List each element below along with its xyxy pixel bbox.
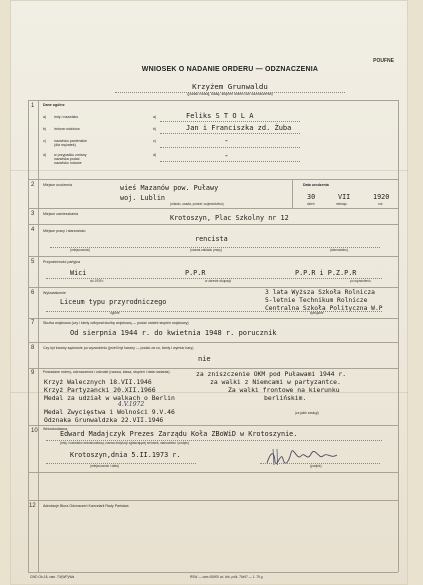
row-letter: a) xyxy=(43,115,47,119)
workplace-value: rencista xyxy=(195,235,228,243)
section-divider xyxy=(28,472,398,473)
birthplace-line2: woj. Lublin xyxy=(120,194,166,202)
decorations-label: Posiadane ordery, odznaczenia i odznaki (nazwa, klasa, stopień i data nadania) xyxy=(43,370,170,374)
party-label: Przynależność partyjna xyxy=(43,260,81,264)
workplace-caption-mid: (nazwa zakładu pracy) xyxy=(190,248,222,252)
full-name-value: Feliks S T O L A xyxy=(186,112,254,120)
order-name: Krzyżem Grunwaldu xyxy=(192,82,268,91)
education-special-2: 5-letnie Technikum Rolnicze xyxy=(265,297,368,304)
field-line xyxy=(160,161,300,162)
workplace-label: Miejsce pracy i stanowisko xyxy=(43,229,86,233)
party-before-caption: do 1939 r. xyxy=(90,279,105,283)
section-divider xyxy=(28,500,398,501)
education-label: Wykształcenie xyxy=(43,291,66,295)
frame-line xyxy=(398,100,399,572)
berlin-medal-date: 4.V.1972 xyxy=(118,401,145,408)
row-letter: b) xyxy=(43,127,47,131)
row-letter: d) xyxy=(43,153,47,157)
section-divider xyxy=(28,287,398,288)
section-number: 12 xyxy=(29,503,36,509)
footer-left: CWD Ob-18, zam. 70/(WP)/Wa xyxy=(30,575,75,579)
section-number: 3 xyxy=(31,211,35,217)
section-number: 9 xyxy=(31,370,35,376)
applicant-label: Wnioskodawca xyxy=(43,427,68,431)
party-after-caption: po wyzwoleniu xyxy=(350,279,371,283)
section-divider xyxy=(28,368,398,369)
frame-line xyxy=(28,100,398,101)
row-letter: b) xyxy=(153,127,157,131)
field-line xyxy=(160,121,300,122)
party-before-1939: Wici xyxy=(70,269,87,277)
education-special-1: 3 lata Wyższa Szkoła Rolnicza xyxy=(265,289,375,296)
section-divider xyxy=(28,208,398,209)
field-line xyxy=(46,311,382,312)
row-label: imię i nazwisko xyxy=(54,115,79,119)
dob-month: VII xyxy=(338,193,351,201)
section-divider xyxy=(28,256,398,257)
section-number: 4 xyxy=(31,227,35,233)
annotations-label: Adnotacje Biura Odznaczeń Kancelarii Rady Państwa xyxy=(43,504,129,508)
frame-line xyxy=(28,572,398,573)
dob-year-caption: rok xyxy=(378,202,383,206)
birthplace-label: Miejsce urodzenia xyxy=(43,183,72,187)
section-divider xyxy=(28,224,398,225)
education-special-caption: specjalne xyxy=(310,311,324,315)
birthplace-caption: (miasto, osada, powiat, województwo) xyxy=(170,202,224,206)
convictions-label: Czy był karany sądownie po wyzwoleniu (jeżeli był karany — podać za co, kiedy i wymiar kary) xyxy=(43,346,194,350)
applicant-value: Edward Madajczyk Prezes Zarządu Koła ZBoWiD w Krotoszynie. xyxy=(60,430,298,438)
fold-line xyxy=(10,170,408,171)
decoration-item: Medal za udział w walkach o Berlin xyxy=(44,394,175,402)
document-sheet xyxy=(10,0,408,585)
residence-value: Krotoszyn, Plac Szkolny nr 12 xyxy=(170,214,289,222)
birth-name-value: - xyxy=(224,151,229,160)
corner-label: POUFNE xyxy=(373,58,394,64)
row-label: w przypadku zmiany nazwiska podać nazwisko rodowe xyxy=(54,153,87,165)
signature-caption: (podpis) xyxy=(310,464,322,468)
section-divider xyxy=(28,318,398,319)
section-number: 1 xyxy=(31,103,35,109)
merit-line: za zniszczenie OKM pod Puławami 1944 r. xyxy=(196,370,347,378)
party-after: P.P.R i P.Z.P.R xyxy=(295,269,357,277)
dob-box-line xyxy=(292,179,293,208)
row-letter: c) xyxy=(43,139,46,143)
dob-day: 30 xyxy=(307,193,316,201)
section-number: 2 xyxy=(31,182,35,188)
merit-line: berlińskim. xyxy=(264,394,307,402)
merit-caption: (za jakie zasługi) xyxy=(295,411,319,415)
military-label: Służba wojskowa (czy i kiedy odbywał służbę wojskową — podać ostatni stopień wojskowy) xyxy=(43,321,189,325)
decoration-item: Krzyż Partyzancki 20.XII.1966 xyxy=(44,386,156,394)
dob-label: Data urodzenia xyxy=(303,183,329,187)
maiden-name-value: - xyxy=(224,136,229,145)
party-occupation-caption: w okresie okupacji xyxy=(205,279,232,283)
place-date-caption: (miejscowość i data) xyxy=(90,464,119,468)
decoration-item: Odznaka Grunwaldzka 22.VII.1946 xyxy=(44,416,164,424)
decoration-item: Medal Zwycięstwa i Wolności 9.V.46 xyxy=(44,408,175,416)
merit-line: Za walki frontowe na kierunku xyxy=(228,386,340,394)
signature-scribble xyxy=(265,447,340,467)
section-divider xyxy=(28,425,398,426)
field-line xyxy=(160,147,300,148)
signature xyxy=(265,447,340,470)
section-number: 8 xyxy=(31,345,35,351)
place-date-value: Krotoszyn,dnia 5.II.1973 r. xyxy=(70,451,181,459)
birthplace-line1: wieś Mazanów pow. Puławy xyxy=(120,184,219,192)
form-title: WNIOSEK O NADANIE ORDERU — ODZNACZENIA xyxy=(141,66,319,73)
dob-day-caption: dzień xyxy=(307,202,315,206)
section-number: 6 xyxy=(31,290,35,296)
merit-line: za walki z Niemcami w partyzantce. xyxy=(210,378,341,386)
frame-line xyxy=(28,100,29,572)
dob-month-caption: miesiąc xyxy=(336,202,347,206)
number-column-line xyxy=(38,100,39,572)
footer-right: RSW — zam 450/00 cd. Ark. pólk. 75x97 — 1. 75 g xyxy=(190,575,263,579)
workplace-caption-left: (miejscowość) xyxy=(70,248,91,252)
row-label: nazwisko panieńskie (dla mężatek) xyxy=(54,139,87,147)
order-caption: (podać rodzaj, klasę, stopień orderu lub odznaczenia) xyxy=(187,92,273,96)
decoration-item: Krzyż Walecznych 18.VII.1946 xyxy=(44,378,152,386)
row-letter: d) xyxy=(153,153,157,157)
parents-value: Jan i Franciszka zd. Żuba xyxy=(186,124,292,132)
party-occupation: P.P.R xyxy=(185,269,206,277)
section1-heading: Dane ogólne xyxy=(43,103,65,107)
row-letter: c) xyxy=(153,139,156,143)
military-value: Od sierpnia 1944 r. do kwietnia 1948 r. porucznik xyxy=(70,329,277,337)
applicant-caption: (imię i nazwisko wnioskodawcy, nazwa instytucji zgłaszającej wniosek, stanowisko i podpis) xyxy=(60,441,189,445)
field-line xyxy=(160,133,300,134)
convictions-value: nie xyxy=(198,355,211,363)
education-special-3: Centralna Szkoła Polityczna W.P xyxy=(265,305,383,312)
residence-label: Miejsce zamieszkania xyxy=(43,212,78,216)
row-label: imiona rodziców xyxy=(54,127,80,131)
dob-year: 1920 xyxy=(373,193,390,201)
field-line xyxy=(46,463,196,464)
section-number: 10 xyxy=(31,428,38,434)
education-general: Liceum typu przyrodniczego xyxy=(60,298,167,306)
section-divider xyxy=(28,179,398,180)
section-number: 5 xyxy=(31,259,35,265)
row-letter: a) xyxy=(153,115,157,119)
workplace-caption-right: (stanowisko) xyxy=(330,248,348,252)
section-number: 7 xyxy=(31,320,35,326)
section-divider xyxy=(28,342,398,343)
education-general-caption: ogólne xyxy=(110,311,120,315)
